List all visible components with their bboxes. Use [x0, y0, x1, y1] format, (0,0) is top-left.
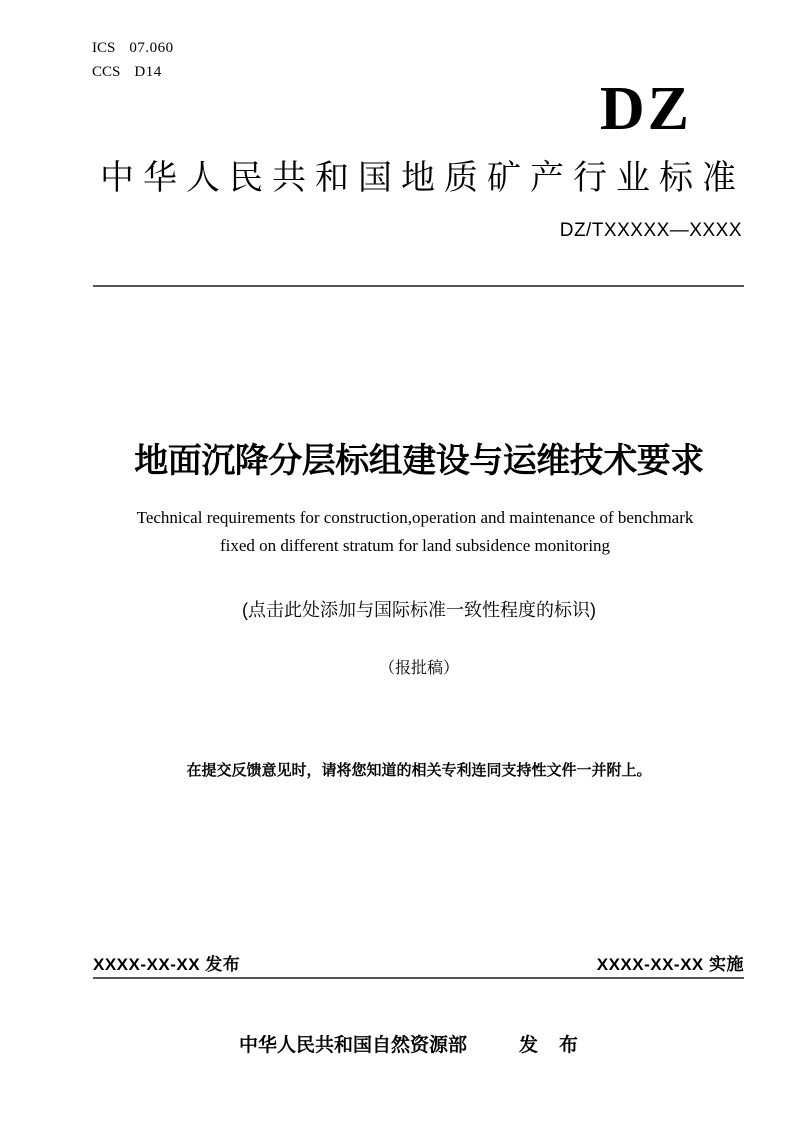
title-english-line-2: fixed on different stratum for land subsidence monitoring	[219, 536, 611, 555]
dates-row	[93, 950, 744, 975]
ccs-label: CCS	[92, 64, 121, 80]
title-english-line-1: Technical requirements for construction,operation and maintenance of benchmark	[136, 508, 694, 527]
footer-divider	[93, 977, 744, 979]
ics-value: 07.060	[129, 40, 174, 56]
patent-feedback-note: 在提交反馈意见时，请将您知道的相关专利连同支持性文件一并附上。	[186, 762, 652, 779]
dz-logo: DZ	[599, 75, 692, 143]
ics-code-row	[92, 36, 174, 60]
publisher-action: 发布	[519, 1035, 600, 1056]
publisher-line	[92, 1030, 746, 1057]
issue-date: XXXX-XX-XX 发布	[93, 955, 241, 974]
ccs-code-row	[92, 60, 174, 84]
header-divider	[93, 285, 744, 287]
draft-status-label: （报批稿）	[378, 660, 459, 677]
document-title-chinese: 地面沉降分层标组建设与运维技术要求	[134, 442, 704, 480]
standard-number: DZ/TXXXXX—XXXX	[559, 220, 742, 241]
ccs-value: D14	[134, 64, 162, 80]
consistency-placeholder[interactable]: (点击此处添加与国际标准一致性程度的标识)	[242, 600, 596, 620]
implement-date: XXXX-XX-XX 实施	[596, 955, 744, 974]
classification-codes	[92, 36, 174, 84]
publisher-organization: 中华人民共和国自然资源部	[238, 1035, 467, 1056]
document-title-english	[60, 504, 770, 560]
ics-label: ICS	[92, 40, 116, 56]
standard-type-heading: 中华人民共和国地质矿产行业标准	[100, 159, 745, 197]
